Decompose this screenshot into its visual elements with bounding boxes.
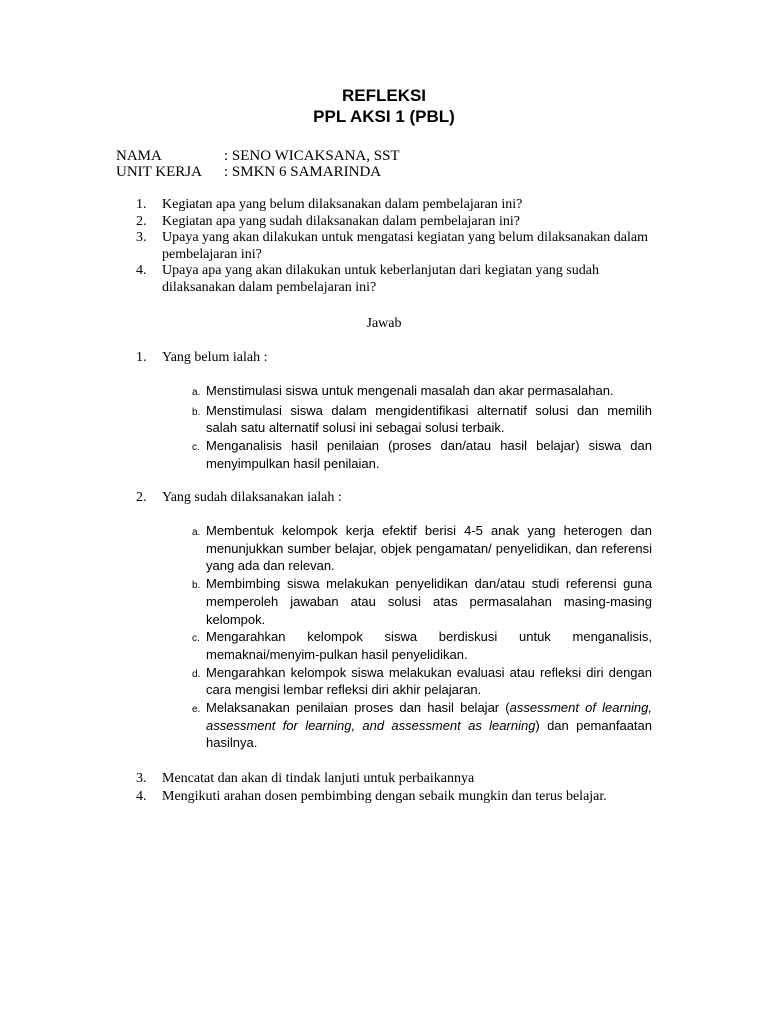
section-belum-heading (136, 350, 656, 366)
section-sudah-heading (136, 490, 656, 506)
question-item (136, 263, 656, 296)
item-text: Mengikuti arahan dosen pembimbing dengan sebaik mungkin dan terus belajar. (162, 788, 607, 804)
question-text: Kegiatan apa yang belum dilaksanakan dalam pembelajaran ini? (162, 197, 523, 212)
question-text: Kegiatan apa yang sudah dilaksanakan dalam pembelajaran ini? (162, 213, 521, 229)
document-subtitle: PPL AKSI 1 (PBL) (313, 107, 455, 126)
section-heading-text: Yang belum ialah : (162, 350, 268, 365)
info-nama-row (116, 148, 400, 164)
unit-kerja-value: : SMKN 6 SAMARINDA (224, 164, 382, 180)
item-text: Mengarahkan kelompok siswa melakukan evaluasi atau refleksi diri dengan cara mengisi lembar refleksi diri akhir pelajaran. (206, 664, 652, 698)
item-letter: a. (192, 527, 201, 538)
item-letter: e. (192, 704, 201, 716)
document-title: REFLEKSI (341, 86, 427, 105)
section-sudah-list (186, 522, 652, 752)
list-item (186, 664, 652, 699)
item-text-before: Melaksanakan penilaian proses dan hasil belajar ( (206, 700, 510, 716)
item-text-after: ) dan pemanfaatan hasilnya. (206, 717, 652, 751)
section-number: 1. (136, 350, 147, 365)
nama-value: : SENO WICAKSANA, SST (224, 148, 400, 164)
closing-list (136, 770, 652, 805)
item-text: Mengarahkan kelompok siswa berdiskusi untuk menganalisis, memaknai/menyim-pulkan hasil penyelidikan. (206, 629, 652, 662)
info-unit-row (116, 164, 381, 180)
list-item (186, 437, 652, 472)
list-item (136, 770, 652, 788)
section-belum-list (186, 382, 652, 473)
jawab-heading: Jawab (366, 316, 402, 331)
item-number: 3. (136, 771, 147, 786)
question-number: 3. (136, 230, 147, 245)
item-letter: c. (192, 633, 200, 645)
question-number: 2. (136, 213, 147, 229)
item-text: Membentuk kelompok kerja efektif berisi 4-5 anak yang heterogen dan menunjukkan sumber belajar, objek pengamatan/ penyelidikan, dan referensi yang ada dan relevan. (206, 523, 652, 574)
list-item (136, 788, 652, 806)
list-item (186, 402, 652, 437)
item-text: Mencatat dan akan di tindak lanjuti untuk perbaikannya (162, 771, 475, 786)
question-number: 4. (136, 263, 147, 278)
question-list (136, 197, 656, 296)
item-text: Menganalisis hasil penilaian (proses dan/atau hasil belajar) siswa dan menyimpulkan hasil penilaian. (206, 438, 652, 471)
list-item (186, 522, 652, 575)
item-text: Menstimulasi siswa dalam mengidentifikasi alternatif solusi dan memilih salah satu alternatif solusi ini sebagai solusi terbaik. (206, 402, 652, 436)
question-text: Upaya yang akan dilakukan untuk mengatasi kegiatan yang belum dilaksanakan dalam pembelajaran ini? (162, 230, 648, 262)
question-number: 1. (136, 197, 147, 212)
section-heading-text: Yang sudah dilaksanakan ialah : (162, 490, 342, 505)
item-letter: b. (192, 406, 201, 418)
item-letter: a. (192, 387, 201, 398)
question-text: Upaya apa yang akan dilakukan untuk keberlanjutan dari kegiatan yang sudah dilaksanakan dalam pembelajaran ini? (162, 263, 599, 295)
item-text (206, 699, 652, 752)
item-text: Membimbing siswa melakukan penyelidikan dan/atau studi referensi guna memperoleh jawaban atau solusi atas permasalahan masing-masing kelompok. (206, 576, 652, 627)
question-item (136, 214, 656, 231)
list-item (186, 699, 652, 752)
question-item (136, 230, 656, 263)
item-text: Menstimulasi siswa untuk mengenali masalah dan akar permasalahan. (206, 383, 614, 398)
question-item (136, 197, 656, 214)
unit-kerja-label: UNIT KERJA (116, 164, 202, 180)
nama-label: NAMA (116, 148, 162, 164)
item-text-italic: assessment of learning, assessment for learning, and assessment as learning (206, 700, 653, 733)
section-number: 2. (136, 490, 147, 505)
item-letter: c. (192, 442, 200, 454)
item-number: 4. (136, 788, 147, 804)
item-letter: b. (192, 580, 201, 592)
item-letter: d. (192, 668, 201, 680)
list-item (186, 628, 652, 663)
list-item (186, 575, 652, 628)
list-item (186, 382, 652, 402)
